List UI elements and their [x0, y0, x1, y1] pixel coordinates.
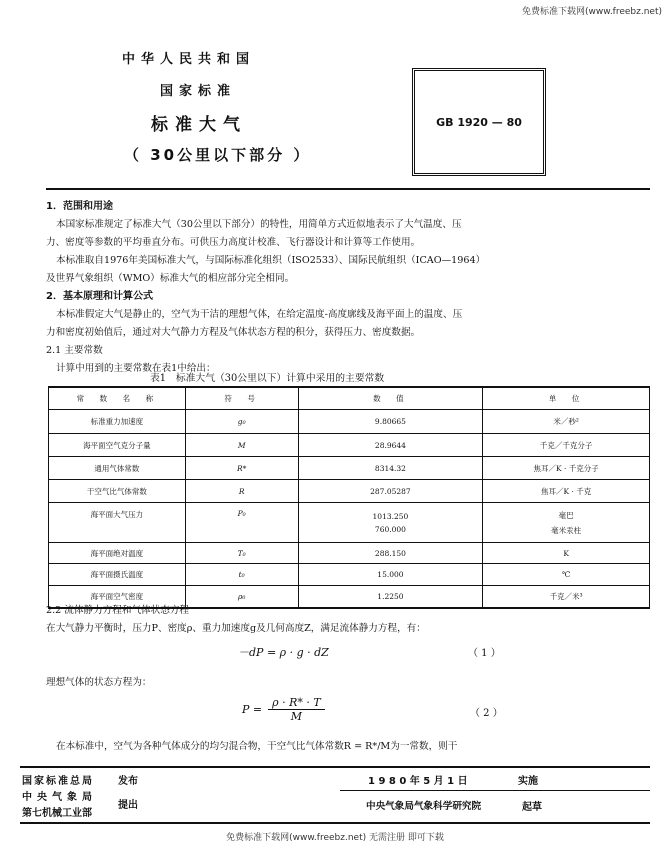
equation-1-number: （ 1 ） [468, 648, 501, 659]
const-value: 1013.250 [372, 511, 409, 521]
constants-table [48, 386, 650, 609]
ideal-gas-intro: 理想气体的状态方程为： [46, 677, 152, 688]
section-1-para-2-line-2: 及世界气象组织（WMO）标准大气的相应部分完全相同。 [46, 273, 295, 284]
issue-word: 发布 [118, 776, 138, 787]
const-unit: 千克／千克分子 [483, 434, 650, 457]
const-unit: K [483, 543, 650, 564]
const-name: 标准重力加速度 [49, 410, 186, 434]
table-row [49, 457, 650, 480]
section-2-1-title: 2.1 主要常数 [46, 345, 103, 356]
section-2-para-line-1: 本标准假定大气是静止的，空气为干洁的理想气体，在给定温度-高度廓线及海平面上的温度、压 [56, 309, 463, 320]
const-symbol: R* [185, 457, 298, 480]
section-2-title: 2．基本原理和计算公式 [46, 291, 153, 302]
const-symbol: t₀ [185, 564, 298, 586]
const-value: 1.2250 [298, 586, 483, 608]
watermark-top: 免费标准下载网(www.freebz.net) [522, 7, 662, 17]
table-row [49, 503, 650, 543]
section-1-para-2-line-1: 本标准取自1976年美国标准大气，与国际标准化组织（ISO2533）、国际民航组织（ICAO—1964） [56, 255, 486, 266]
equation-2-denominator: M [290, 710, 303, 723]
footer-rule [20, 766, 650, 768]
issuer-1: 国家标准总局 [22, 776, 94, 787]
const-unit: 米／秒² [483, 410, 650, 434]
country-title: 中华人民共和国 [122, 52, 256, 67]
section-1-title: 1．范围和用途 [46, 201, 113, 212]
const-symbol: P₀ [185, 503, 298, 543]
equation-2 [242, 696, 325, 723]
effective-date: 1 9 8 0 年 5 月 1 日 [368, 776, 468, 787]
drafter: 中央气象局气象科学研究院 [366, 801, 482, 812]
const-value: 9.80665 [298, 410, 483, 434]
equation-2-lhs: P = [242, 703, 263, 716]
standard-code: GB 1920 — 80 [436, 115, 522, 129]
const-value: 28.9644 [298, 434, 483, 457]
const-symbol: M [185, 434, 298, 457]
const-unit: 焦耳／K · 千克 [483, 480, 650, 503]
effective-word: 实施 [518, 776, 538, 787]
issuer-3: 第七机械工业部 [22, 808, 92, 819]
const-name: 海平面绝对温度 [49, 543, 186, 564]
const-value: 288.150 [298, 543, 483, 564]
const-unit: ℃ [483, 564, 650, 586]
page-title: 标准大气 [151, 115, 247, 135]
header-rule [46, 188, 650, 190]
section-2-para-line-2: 力和密度初始值后，通过对大气静力方程及气体状态方程的积分，获得压力、密度数据。 [46, 327, 421, 338]
equation-2-number: （ 2 ） [470, 708, 503, 719]
watermark-bottom: 免费标准下载网(www.freebz.net) 无需注册 即可下载 [226, 833, 444, 843]
table-row [49, 434, 650, 457]
const-unit: 毫巴 [558, 510, 574, 520]
table-header-value: 数 值 [298, 387, 483, 410]
draft-word: 起草 [522, 802, 542, 813]
const-value: 287.05287 [298, 480, 483, 503]
standard-code-box [412, 68, 546, 176]
equation-2-fraction [268, 696, 325, 723]
const-unit: 千克／米³ [483, 586, 650, 608]
const-symbol: ρ₀ [185, 586, 298, 608]
const-name: 海平面空气克分子量 [49, 434, 186, 457]
const-unit-cell [483, 503, 650, 543]
page-subtitle: （ 30公里以下部分 ） [124, 146, 312, 164]
const-name: 海平面大气压力 [49, 503, 186, 543]
standard-category: 国家标准 [160, 84, 237, 99]
footer-date-rule [340, 790, 650, 791]
const-unit: 焦耳／K · 千克分子 [483, 457, 650, 480]
const-unit-alt: 毫米汞柱 [551, 525, 582, 535]
const-value: 8314.32 [298, 457, 483, 480]
equation-1: －dP = ρ · g · dZ [238, 646, 329, 659]
equation-2-numerator: ρ · R* · T [268, 696, 325, 710]
table-row [49, 564, 650, 586]
const-name: 海平面空气密度 [49, 586, 186, 608]
const-value-alt: 760.000 [374, 524, 406, 534]
section-2-1-para: 计算中用到的主要常数在表1中给出： [56, 363, 216, 374]
table-header-row [49, 387, 650, 410]
section-1-para-1-line-2: 力、密度等参数的平均垂直分布。可供压力高度计校准、飞行器设计和计算等工作使用。 [46, 237, 421, 248]
const-symbol: T₀ [185, 543, 298, 564]
const-value: 15.000 [298, 564, 483, 586]
propose-word: 提出 [118, 800, 138, 811]
table-row [49, 480, 650, 503]
section-2-2-para: 在大气静力平衡时，压力P、密度ρ、重力加速度g及几何高度Z，满足流体静力方程，有： [46, 623, 426, 634]
table-row [49, 543, 650, 564]
table-header-unit: 单 位 [483, 387, 650, 410]
const-name: 海平面摄氏温度 [49, 564, 186, 586]
table-header-name: 常 数 名 称 [49, 387, 186, 410]
section-2-2-title: 2.2 流体静力方程和气体状态方程 [46, 605, 190, 616]
const-symbol: R [185, 480, 298, 503]
const-name: 通用气体常数 [49, 457, 186, 480]
const-symbol: g₀ [185, 410, 298, 434]
table-caption: 表1 标准大气（30公里以下）计算中采用的主要常数 [150, 373, 385, 384]
const-value-cell [298, 503, 483, 543]
section-1-para-1-line-1: 本国家标准规定了标准大气（30公里以下部分）的特性，用简单方式近似地表示了大气温度、压 [56, 219, 462, 230]
final-line: 在本标准中，空气为各种气体成分的均匀混合物，干空气比气体常数R = R*/M为一常数，则干 [56, 741, 458, 752]
footer-bottom-rule [20, 822, 650, 824]
issuer-2: 中央气象局 [22, 792, 97, 803]
table-header-symbol: 符 号 [185, 387, 298, 410]
table-row [49, 410, 650, 434]
const-name: 干空气比气体常数 [49, 480, 186, 503]
